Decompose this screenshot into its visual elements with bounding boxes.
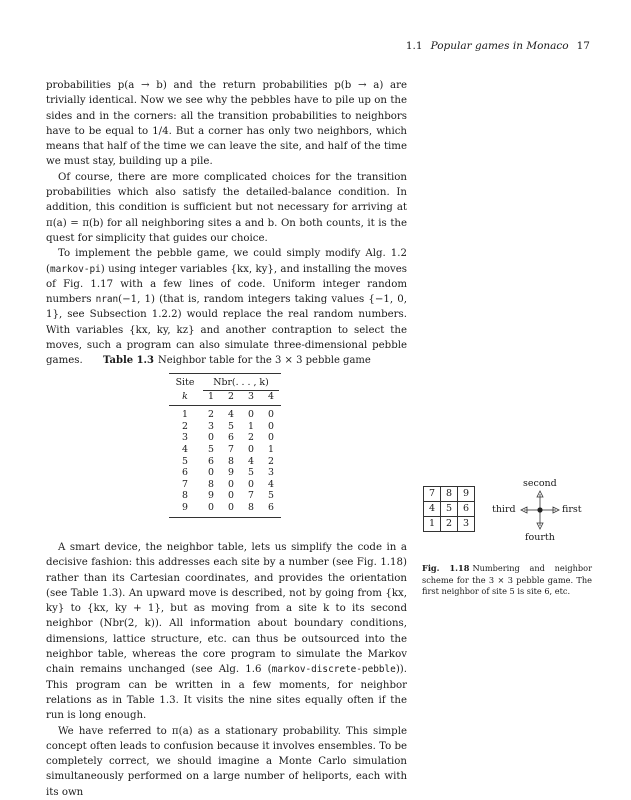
paragraph-5: We have referred to π(a) as a stationary probability. This simple concept often leads to confusion because it involves ensembles. To be completely correct, we should imagine a Monte Carlo simulation simultaneously performed on a large number of heliports, each with its own: [46, 725, 407, 798]
neighbor-cell: 5: [248, 467, 254, 479]
neighbor-cell: 0: [208, 467, 214, 479]
grid-site: 2: [441, 517, 458, 532]
table-top-rule: [169, 373, 281, 374]
grid-site: 8: [441, 487, 458, 502]
body-text-bottom: [46, 540, 407, 800]
running-head: [406, 40, 590, 52]
neighbor-cell: 9: [228, 467, 234, 479]
header-k: k: [182, 390, 188, 402]
label-second: second: [523, 478, 557, 489]
paragraph-1: probabilities p(a → b) and the return probabilities p(b → a) are trivially identical. Now we see why the pebbles have to pile up on the sides and in the corners: all the transition probabilities to neighbors have to be equal to 1/4. But a corner has only two neighbors, which means that half of the time we can leave the site, and half of the time we must stay, building up a pile.: [46, 80, 407, 168]
grid-site: 9: [458, 487, 475, 502]
section-number: 1.1: [405, 40, 423, 52]
site-cell: 9: [182, 501, 188, 513]
table-row: [169, 479, 281, 491]
neighbor-cell: 5: [228, 420, 234, 432]
neighbor-cell: 0: [228, 490, 234, 502]
site-cell: 2: [182, 420, 188, 432]
paragraph-3: [46, 246, 407, 368]
table-caption: [103, 355, 371, 366]
figure-label: Fig. 1.18: [422, 563, 470, 573]
figure-caption-text: Numbering and neighbor scheme for the 3 × 3 pebble game. The first neighbor of site 5 is site 6, etc.: [422, 563, 592, 597]
table-label: Table 1.3: [103, 355, 154, 366]
grid-row: [424, 517, 475, 532]
grid-site: 4: [424, 502, 441, 517]
header-site: Site: [175, 377, 195, 388]
site-cell: 3: [182, 432, 188, 444]
table-mid-rule: [169, 405, 281, 406]
paragraph-4: [46, 540, 407, 724]
label-fourth: fourth: [525, 532, 555, 543]
table-header-row-1: [169, 377, 281, 391]
neighbor-cell: 1: [268, 443, 274, 455]
code-markov-pi: markov-pi: [49, 263, 101, 275]
neighbor-cell: 4: [228, 409, 234, 421]
code-markov-discrete-pebble: markov-discrete-pebble: [271, 664, 396, 676]
label-first: first: [562, 504, 582, 515]
site-cell: 4: [182, 443, 188, 455]
site-grid: [423, 486, 475, 532]
p3-text-b: ) using integer variables {kx, ky}, and installing the moves of Fig. 1.17 with a few lines of code. Uniform integer random numbers: [46, 263, 407, 306]
header-col: 3: [248, 390, 254, 402]
table-caption-text: Neighbor table for the 3 × 3 pebble game: [158, 355, 371, 366]
table-bottom-rule: [169, 517, 281, 518]
neighbor-cell: 0: [268, 409, 274, 421]
site-cell: 5: [182, 455, 188, 467]
table-row: [169, 456, 281, 468]
p4-text-b: )). This program can be written in a few moments, for neighbor relations as in Table 1.3. It visits the nine sites equally often if the run is long enough.: [46, 664, 407, 722]
section-title: Popular games in Monaco: [430, 40, 569, 52]
neighbor-cell: 2: [248, 432, 254, 444]
code-nran: nran: [95, 294, 119, 306]
neighbor-cell: 2: [268, 455, 274, 467]
neighbor-cell: 6: [228, 432, 234, 444]
grid-site: 7: [424, 487, 441, 502]
p4-text-a: A smart device, the neighbor table, lets us simplify the code in a decisive fashion: this addresses each site by a number (see Fig. 1.18) rather than its Cartesian coordinates, and provides the orientation (see Table 1.3). An upward move is described, not by going from {kx, ky} to {kx, ky + 1}, but as moving from a site k to its second neighbor (Nbr(2, k)). All information about boundary conditions, dimensions, lattice structure, etc. can thus be outsourced into the neighbor table, whereas the core program to simulate the Markov chain remains unchanged (see Alg. 1.6 (: [46, 542, 407, 676]
neighbor-cell: 0: [248, 478, 254, 490]
table-row: [169, 432, 281, 444]
figure-caption: [422, 563, 592, 598]
neighbor-table: [169, 373, 281, 518]
neighbor-cell: 3: [208, 420, 214, 432]
neighbor-cell: 0: [208, 432, 214, 444]
table-row: [169, 444, 281, 456]
body-text-top: [46, 78, 407, 369]
neighbor-cell: 8: [228, 455, 234, 467]
neighbor-cell: 2: [208, 409, 214, 421]
grid-row: [424, 502, 475, 517]
p3-text-a: To implement the pebble game, we could simply modify Alg. 1.2 (: [46, 248, 407, 275]
neighbor-cell: 4: [248, 455, 254, 467]
site-cell: 6: [182, 467, 188, 479]
neighbor-cell: 0: [248, 409, 254, 421]
p3-text-c: (−1, 1) (that is, random integers taking values {−1, 0, 1}, see Subsection 1.2.2) would replace the real random numbers. With variables {kx, ky, kz} and another contraption to select the moves, such a program can also simulate three-dimensional pebble games.: [46, 294, 408, 367]
neighbor-cell: 4: [268, 478, 274, 490]
paragraph-2: Of course, there are more complicated choices for the transition probabilities which also satisfy the detailed-balance condition. In addition, this condition is sufficient but not necessary for arriving at π(a) = π(b) for all neighboring sites a and b. On both counts, it is the quest for simplicity that guides our choice.: [46, 171, 407, 244]
neighbor-cell: 6: [208, 455, 214, 467]
neighbor-cell: 5: [208, 443, 214, 455]
header-col: 2: [228, 390, 234, 402]
table-row: [169, 490, 281, 502]
table-header-row-2: [169, 391, 281, 403]
table-row: [169, 502, 281, 514]
neighbor-cell: 5: [268, 490, 274, 502]
grid-site: 5: [441, 502, 458, 517]
table-row: [169, 467, 281, 479]
header-col: 4: [268, 390, 274, 402]
header-col: 1: [208, 390, 214, 402]
neighbor-cell: 0: [228, 478, 234, 490]
label-third: third: [492, 504, 516, 515]
grid-site: 3: [458, 517, 475, 532]
table-row: [169, 421, 281, 433]
header-nbr-cell: [201, 377, 281, 391]
site-cell: 7: [182, 478, 188, 490]
neighbor-cell: 7: [228, 443, 234, 455]
site-cell: 8: [182, 490, 188, 502]
neighbor-cell: 6: [268, 501, 274, 513]
header-nbr: Nbr(. . . , k): [203, 377, 279, 391]
neighbor-cell: 0: [248, 443, 254, 455]
center-site-dot: [537, 507, 542, 512]
site-cell: 1: [182, 409, 188, 421]
page-number: 17: [576, 40, 590, 52]
neighbor-cell: 9: [208, 490, 214, 502]
grid-site: 6: [458, 502, 475, 517]
neighbor-cell: 1: [248, 420, 254, 432]
neighbor-cell: 0: [268, 432, 274, 444]
neighbor-cell: 8: [248, 501, 254, 513]
neighbor-cell: 3: [268, 467, 274, 479]
neighbor-cell: 7: [248, 490, 254, 502]
grid-site: 1: [424, 517, 441, 532]
neighbor-cell: 0: [228, 501, 234, 513]
grid-row: [424, 487, 475, 502]
neighbor-cell: 0: [208, 501, 214, 513]
table-row: [169, 409, 281, 421]
neighbor-cell: 0: [268, 420, 274, 432]
neighbor-cell: 8: [208, 478, 214, 490]
table-body: [169, 409, 281, 513]
